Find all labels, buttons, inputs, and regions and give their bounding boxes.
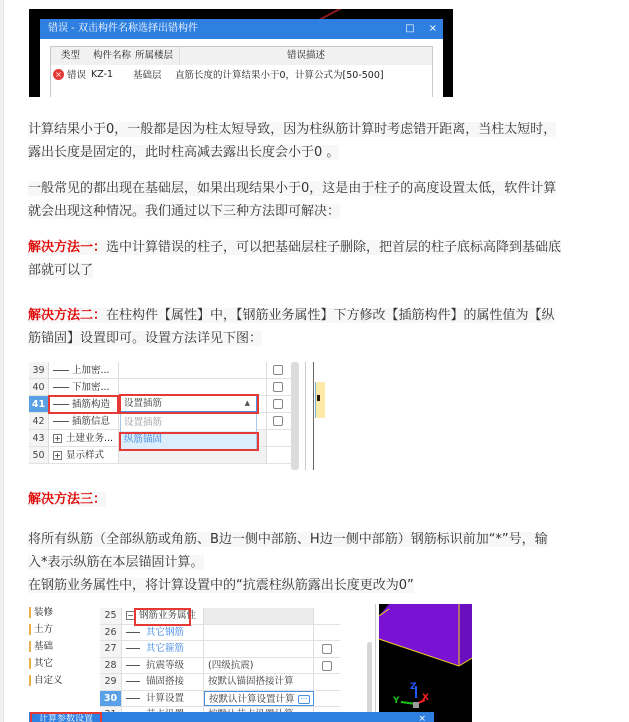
- rebar-insert-dropdown[interactable]: 设置插筋 ▲: [120, 395, 257, 412]
- row-description: 直筋长度的计算结果小于0，计算公式为[50-500]: [175, 70, 384, 81]
- paragraph-method-1: 解决方法一：选中计算错误的柱子，可以把基础层柱子删除，把首层的柱子底标高降到基础底 部就可以了: [28, 240, 562, 278]
- row-floor: 基础层: [133, 70, 162, 81]
- paragraph-method-3: 将所有纵筋（全部纵筋或角筋、B边一侧中部筋、H边一侧中部筋）钢筋标识前加“*”号，输 入*表示纵筋在本层锚固计算。 在钢筋业务属性中，将计算设置中的“抗震柱纵筋露出长度更改为0”: [28, 532, 548, 593]
- method-3-label: 解决方法三：: [28, 492, 107, 507]
- paragraph-method-2: 解决方法二：在柱构件【属性】中，【钢筋业务属性】下方修改【插筋构件】的属性值为【纵 筋锚固】设置即可。设置方法详见下图：: [28, 308, 555, 346]
- dropdown-option-highlighted[interactable]: 纵筋锚固: [121, 431, 256, 449]
- paragraph-method-3-heading: [28, 488, 608, 511]
- sidebar-item[interactable]: 其它: [29, 655, 97, 672]
- annotation-redbox-group: [134, 608, 191, 626]
- checkbox[interactable]: [273, 399, 283, 409]
- method-2-label: 解决方法二：: [28, 308, 107, 323]
- column-type: 类型: [61, 50, 81, 61]
- close-icon[interactable]: ×: [428, 23, 437, 34]
- table-row[interactable]: 39 上加密...: [29, 362, 291, 379]
- error-dialog: [40, 19, 443, 97]
- table-row-group[interactable]: 25 − 钢筋业务属性: [100, 608, 340, 625]
- calc-settings-field[interactable]: 按默认计算设置计算 ···: [204, 691, 314, 707]
- row-type: 错误: [67, 70, 87, 81]
- vertical-scrollbar[interactable]: [291, 362, 299, 470]
- 3d-viewport[interactable]: [379, 604, 472, 722]
- column-description: 错误描述: [286, 50, 325, 61]
- annotation-redbox-name: [48, 395, 119, 414]
- viewport-edge: [315, 382, 325, 418]
- calc-params-dialog-titlebar: [29, 712, 434, 722]
- panel-divider: [305, 362, 306, 470]
- checkbox[interactable]: [322, 644, 332, 654]
- checkbox[interactable]: [322, 661, 332, 671]
- table-row[interactable]: 27 其它箍筋: [100, 641, 340, 658]
- vertical-scrollbar[interactable]: [367, 642, 372, 722]
- column-name: 构件名称: [93, 50, 132, 61]
- annotation-redbox-title: [30, 712, 102, 722]
- close-icon[interactable]: ×: [418, 714, 426, 722]
- table-row[interactable]: 26 其它钢筋: [100, 625, 340, 642]
- error-dialog-screenshot: [29, 9, 453, 97]
- error-table: [50, 46, 433, 97]
- business-properties-screenshot: [29, 604, 472, 722]
- table-row-selected[interactable]: 30 计算设置 按默认计算设置计算 ···: [100, 691, 340, 708]
- annotation-redbox-value: [119, 394, 259, 414]
- page-left-border: [0, 0, 4, 722]
- error-dialog-title: 错误 - 双击构件名称选择出错构件: [48, 23, 198, 34]
- panel-divider: [313, 362, 314, 470]
- table-row[interactable]: 29 锚固搭接 按默认锚固搭接计算: [100, 674, 340, 691]
- row-component-name[interactable]: KZ-1: [91, 68, 114, 80]
- checkbox[interactable]: [273, 382, 283, 392]
- calc-params-dialog-title: 计算参数设置: [39, 714, 94, 722]
- sidebar-item[interactable]: 自定义: [29, 672, 97, 689]
- maximize-icon[interactable]: □: [405, 23, 415, 34]
- error-dialog-titlebar: [40, 19, 443, 39]
- dropdown-option[interactable]: 设置插筋: [124, 417, 163, 428]
- checkbox[interactable]: [273, 365, 283, 375]
- table-row[interactable]: 28 抗震等级 (四级抗震): [100, 658, 340, 675]
- sidebar-item[interactable]: 装修: [29, 604, 97, 621]
- method-1-label: 解决方法一：: [28, 240, 107, 255]
- error-table-header: [51, 47, 432, 65]
- table-row[interactable]: [51, 65, 432, 83]
- paragraph-common: 一般常见的都出现在基础层，如果出现结果小于0，这是由于柱子的高度设置太低，软件计算 就会出现这种情况。我们通过以下三种方法即可解决：: [28, 181, 557, 219]
- table-row-selected[interactable]: 41 插筋构造: [29, 396, 291, 413]
- column-floor: 所属楼层: [135, 47, 180, 65]
- error-icon: ×: [53, 69, 64, 80]
- collapse-icon[interactable]: −: [127, 611, 134, 620]
- property-grid-screenshot: [29, 362, 325, 470]
- caret-up-icon[interactable]: ▲: [244, 399, 250, 407]
- panel-divider: [375, 604, 376, 722]
- checkbox[interactable]: [273, 416, 283, 426]
- expand-icon[interactable]: +: [54, 451, 61, 460]
- table-row[interactable]: 42 插筋信息: [29, 413, 291, 430]
- table-row[interactable]: 50 + 显示样式: [29, 447, 291, 464]
- category-sidebar: [29, 604, 97, 689]
- expand-icon[interactable]: +: [54, 434, 61, 443]
- paragraph-cause: 计算结果小于0，一般都是因为柱太短导致，因为柱纵筋计算时考虑错开距离，当柱太短时， 露出长度是固定的，此时柱高减去露出长度会小于0 。: [28, 122, 557, 160]
- table-row[interactable]: 40 下加密...: [29, 379, 291, 396]
- annotation-redbox-option: [119, 432, 259, 451]
- axis-gizmo: Z Y X: [393, 682, 429, 706]
- sidebar-item[interactable]: 土方: [29, 621, 97, 638]
- table-row[interactable]: 43 + 土建业务...: [29, 430, 291, 447]
- sidebar-item[interactable]: 基础: [29, 638, 97, 655]
- more-options-button[interactable]: ···: [298, 695, 310, 704]
